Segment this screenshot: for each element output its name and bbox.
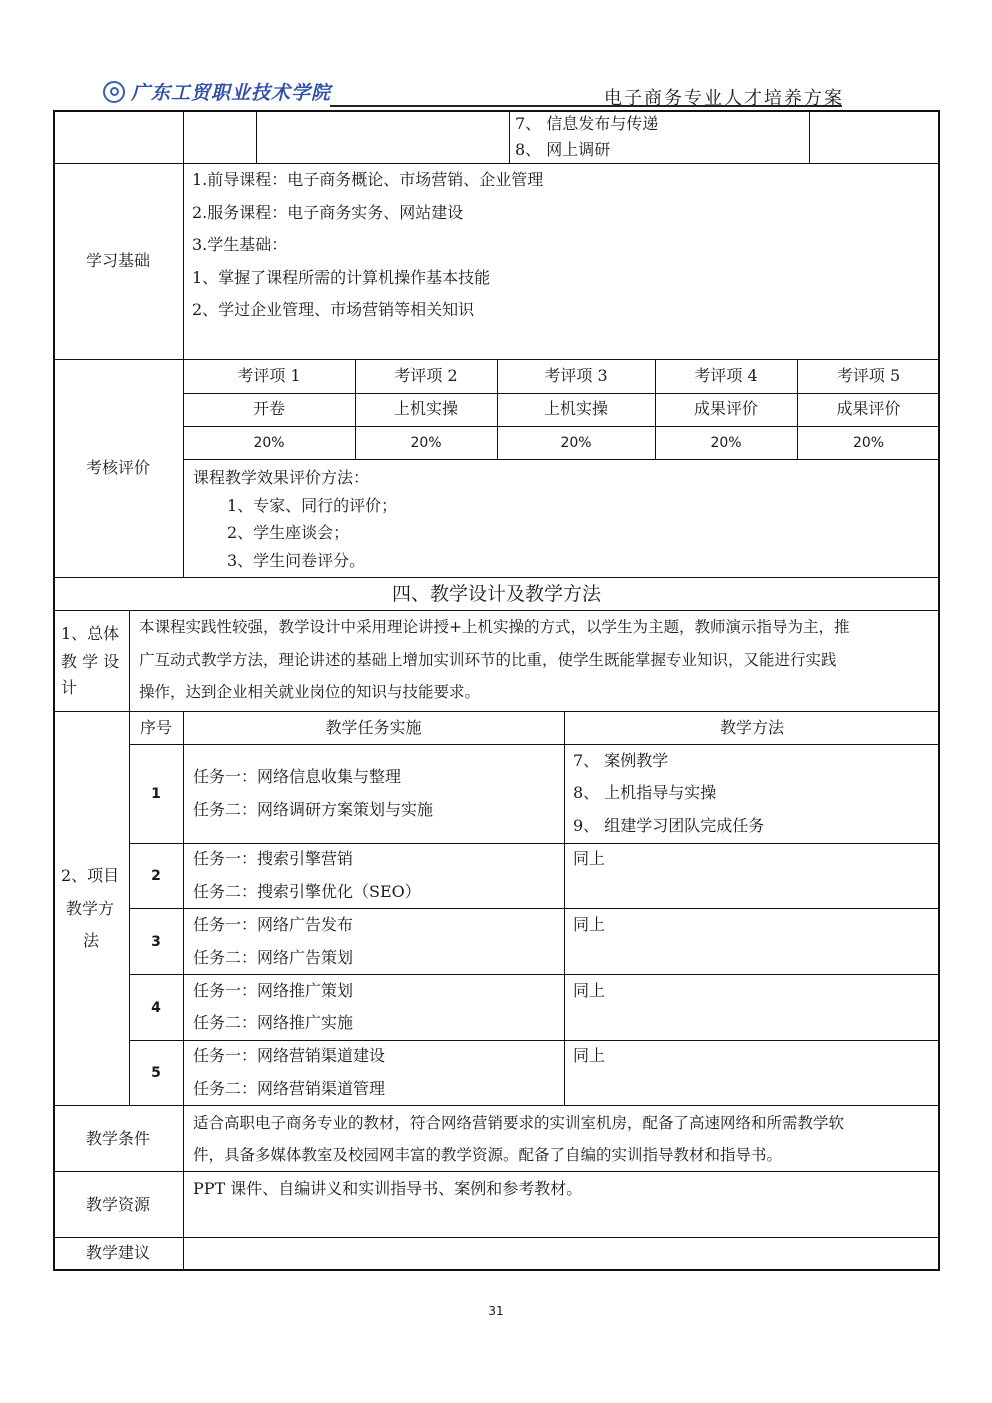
task-row-2-task-1: 任务一：搜索引擎营销 (193, 849, 354, 868)
task-row-3-method-1: 同上 (573, 915, 606, 934)
task-row-2-method-1: 同上 (573, 849, 606, 868)
task-row-5-method-1: 同上 (573, 1046, 606, 1065)
effect-eval-item-1: 1、专家、同行的评价； (227, 496, 398, 515)
school-name: 广东工贸职业技术学院 (131, 82, 332, 104)
task-row-3-task-1: 任务一：网络广告发布 (193, 915, 354, 934)
assessment-item-header-1: 考评项 1 (237, 366, 301, 385)
task-row-1-method-1: 7、 案例教学 (573, 751, 669, 770)
project-methods-label-3: 法 (82, 931, 99, 950)
assessment-item-header-3: 考评项 3 (544, 366, 608, 385)
task-row-4-task-1: 任务一：网络推广策划 (193, 981, 354, 1000)
task-row-1-task-1: 任务一：网络信息收集与整理 (193, 767, 402, 786)
learning-basis-label: 学习基础 (85, 251, 150, 270)
task-row-5-task-2: 任务二：网络营销渠道管理 (193, 1079, 386, 1098)
assessment-item-header-2: 考评项 2 (394, 366, 458, 385)
assessment-label: 考核评价 (85, 458, 150, 477)
task-row-1-task-2: 任务二：网络调研方案策划与实施 (193, 800, 434, 819)
task-row-1-method-3: 9、 组建学习团队完成任务 (573, 816, 765, 835)
top-row-item-2: 8、 网上调研 (515, 140, 611, 159)
task-row-5-task-1: 任务一：网络营销渠道建设 (193, 1046, 386, 1065)
effect-eval-title: 课程教学效果评价方法： (193, 468, 370, 487)
learning-basis-line-4: 1、掌握了课程所需的计算机操作基本技能 (192, 268, 491, 287)
conditions-line-1: 适合高职电子商务专业的教材，符合网络营销要求的实训室机房，配备了高速网络和所需教学软 (193, 1114, 845, 1132)
learning-basis-line-5: 2、学过企业管理、市场营销等相关知识 (192, 300, 475, 319)
conditions-label: 教学条件 (85, 1129, 150, 1148)
resources-label: 教学资源 (85, 1195, 150, 1214)
overall-design-text-2: 广互动式教学方法，理论讲述的基础上增加实训环节的比重，使学生既能掌握专业知识，又能进行实践 (139, 651, 837, 669)
assessment-method-2: 上机实操 (393, 399, 458, 418)
learning-basis-line-2: 2.服务课程：电子商务实务、网站建设 (192, 203, 464, 222)
task-row-3-number: 3 (151, 934, 161, 950)
assessment-method-1: 开卷 (252, 399, 285, 418)
assessment-weight-5: 20% (852, 435, 885, 451)
assessment-item-header-4: 考评项 4 (694, 366, 758, 385)
assessment-weight-1: 20% (253, 435, 285, 451)
col-header-number: 序号 (139, 718, 172, 737)
task-row-4-number: 4 (151, 1000, 161, 1016)
page-header (53, 74, 940, 108)
effect-eval-item-2: 2、学生座谈会； (227, 523, 350, 542)
resources-text: PPT 课件、自编讲义和实训指导书、案例和参考教材。 (193, 1179, 583, 1198)
project-methods-label-2: 教学方 (66, 899, 115, 918)
task-row-1-method-2: 8、 上机指导与实操 (573, 783, 717, 802)
overall-design-label-1: 1、总体 (61, 624, 120, 643)
task-row-1-number: 1 (151, 786, 161, 802)
school-seal-icon (103, 81, 125, 103)
assessment-weight-2: 20% (410, 435, 442, 451)
task-row-4-method-1: 同上 (573, 981, 606, 1000)
assessment-method-4: 成果评价 (693, 399, 758, 418)
task-row-4-task-2: 任务二：网络推广实施 (193, 1013, 354, 1032)
assessment-item-header-5: 考评项 5 (836, 366, 901, 385)
section-4-title: 四、教学设计及教学方法 (391, 583, 601, 605)
effect-eval-item-3: 3、学生问卷评分。 (227, 551, 366, 570)
task-row-2-number: 2 (151, 868, 161, 884)
assessment-weight-4: 20% (710, 435, 742, 451)
task-row-2-task-2: 任务二：搜索引擎优化（SEO） (193, 882, 421, 901)
assessment-method-3: 上机实操 (543, 399, 608, 418)
page-number: 31 (488, 1304, 504, 1318)
task-row-3-task-2: 任务二：网络广告策划 (193, 948, 354, 967)
project-methods-label-1: 2、项目 (61, 866, 120, 885)
school-logo (103, 78, 331, 105)
top-row-item-1: 7、 信息发布与传递 (515, 114, 659, 133)
course-table (53, 110, 940, 1271)
conditions-line-2: 件，具备多媒体教室及校园网丰富的教学资源。配备了自编的实训指导教材和指导书。 (193, 1146, 783, 1164)
document-title: 电子商务专业人才培养方案 (604, 88, 844, 109)
suggestions-label: 教学建议 (85, 1243, 150, 1262)
col-header-tasks: 教学任务实施 (325, 718, 422, 737)
task-row-5-number: 5 (151, 1065, 161, 1081)
assessment-weight-3: 20% (560, 435, 592, 451)
header-rule (330, 105, 842, 107)
assessment-method-5: 成果评价 (836, 399, 901, 418)
learning-basis-line-1: 1.前导课程：电子商务概论、市场营销、企业管理 (192, 170, 544, 189)
learning-basis-line-3: 3.学生基础： (192, 235, 288, 254)
overall-design-label-2: 教 学 设 (61, 652, 120, 671)
col-header-methods: 教学方法 (719, 718, 784, 737)
overall-design-label-3: 计 (61, 678, 78, 697)
overall-design-text-1: 本课程实践性较强，教学设计中采用理论讲授+上机实操的方式，以学生为主题，教师演示指导为主，推 (139, 618, 850, 636)
overall-design-text-3: 操作，达到企业相关就业岗位的知识与技能要求。 (139, 683, 481, 701)
